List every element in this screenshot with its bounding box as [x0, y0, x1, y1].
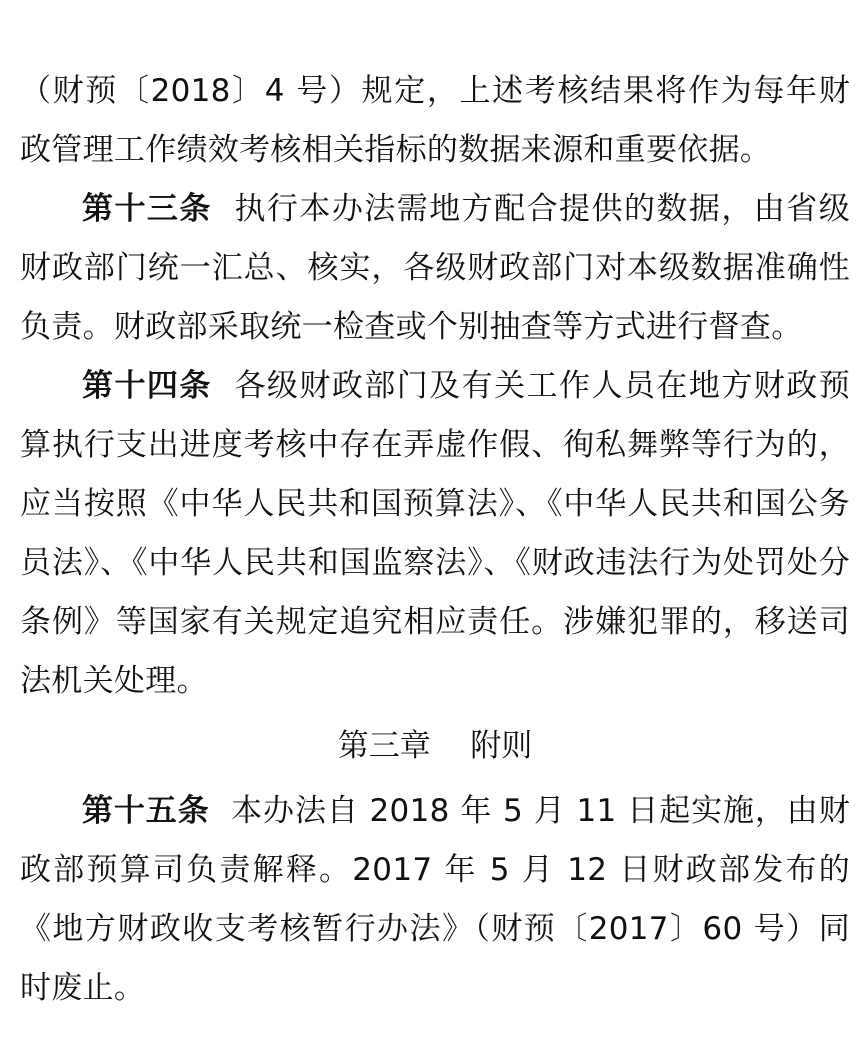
paragraph-intro: （财预〔2018〕4 号）规定，上述考核结果将作为每年财政管理工作绩效考核相关指标的数据来源和重要依据。 [20, 73, 850, 168]
article-14-heading: 第十四条 [82, 368, 212, 404]
article-15-heading: 第十五条 [82, 793, 210, 829]
article-14 [20, 357, 850, 711]
article-13 [20, 180, 850, 357]
article-15 [20, 782, 850, 1018]
article-15-text: 本办法自 2018 年 5 月 11 日起实施，由财政部预算司负责解释。2017 年 5 月 12 日财政部发布的《地方财政收支考核暂行办法》（财预〔2017〕60 号）同时废止。 [20, 793, 851, 1006]
article-13-heading: 第十三条 [82, 191, 212, 227]
chapter-title: 第三章 附则 [337, 728, 533, 764]
document-page [20, 62, 850, 1018]
article-13-text: 执行本办法需地方配合提供的数据，由省级财政部门统一汇总、核实，各级财政部门对本级数据准确性负责。财政部采取统一检查或个别抽查等方式进行督查。 [20, 191, 851, 345]
article-14-text: 各级财政部门及有关工作人员在地方财政预算执行支出进度考核中存在弄虚作假、徇私舞弊等行为的，应当按照《中华人民共和国预算法》、《中华人民共和国公务员法》、《中华人民共和国监察法》、《财政违法行为处罚处分条例》等国家有关规定追究相应责任。涉嫌犯罪的，移送司法机关处理。 [20, 368, 851, 699]
